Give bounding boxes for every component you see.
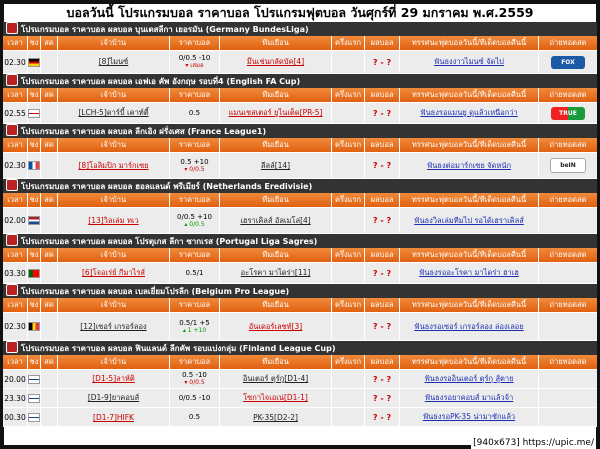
match-row xyxy=(3,408,597,427)
col-header-result: ผลบอล xyxy=(365,355,400,369)
tip-cell xyxy=(400,389,539,407)
away-team-link[interactable]: มึนเช่นกลัดบัค[4] xyxy=(246,57,305,66)
odds-change: ▾ 0/0.5 xyxy=(184,165,205,173)
col-header-odds: ราคาบอล xyxy=(170,88,220,102)
home-team-link[interactable]: [6]โจอเร่ย์ กีมาไรส์ xyxy=(82,268,145,277)
col-header-ch: ชง xyxy=(28,36,41,50)
col-header-tip: ทรรศนะฟุตบอลวันนี้/ทีเด็ดบอลคืนนี้ xyxy=(400,298,539,312)
away-team-link[interactable]: อะโรคา มาไดร่า[11] xyxy=(240,268,311,277)
odds-cell xyxy=(170,408,220,426)
away-team-link[interactable]: อันเดอร์เลชท์[3] xyxy=(248,321,303,331)
col-header-result: ผลบอล xyxy=(365,248,400,262)
kickoff-time: 02.00 xyxy=(3,208,28,233)
col-header-result: ผลบอล xyxy=(365,36,400,50)
odds-line: 0.5/1 +5 xyxy=(179,318,210,327)
col-header-home: เจ้าบ้าน xyxy=(58,298,170,312)
half-time-cell xyxy=(332,153,365,178)
tip-link[interactable]: ฟันธงต่อมาร์กเซย จัดหนัก xyxy=(426,160,512,170)
col-header-away: ทีมเยือน xyxy=(220,248,332,262)
odds-change: ▾ เสมอ xyxy=(185,62,204,69)
col-header-tv: ถ่ายทอดสด xyxy=(549,357,587,366)
col-header-home: เจ้าบ้าน xyxy=(58,36,170,50)
home-team-link[interactable]: [12]เซอร์ เกรอร์ลอง xyxy=(80,321,147,331)
tv-channel-cell xyxy=(539,208,597,233)
result-cell xyxy=(365,208,400,233)
column-header-row xyxy=(3,298,597,313)
league-name: โปรแกรมบอล ราคาบอล ผลบอล ลีกเอิง ฝรั่งเศส (France League1) xyxy=(21,127,267,136)
away-team-cell xyxy=(220,313,332,340)
col-header-result: ผลบอล xyxy=(365,138,400,152)
live-cell xyxy=(41,51,58,73)
col-header-tv: ถ่ายทอดสด xyxy=(549,300,587,309)
live-cell xyxy=(41,408,58,426)
league-name: โปรแกรมบอล ราคาบอล ผลบอล เอฟเอ คัพ อังกฤษ รอบที่4 (English FA Cup) xyxy=(21,77,301,86)
match-result: ? - ? xyxy=(372,57,392,67)
col-header-tip: ทรรศนะฟุตบอลวันนี้/ทีเด็ดบอลคืนนี้ xyxy=(400,248,539,262)
live-cell xyxy=(41,208,58,233)
col-header-half: ครึ่งแรก xyxy=(332,88,365,102)
match-row xyxy=(3,208,597,234)
away-team-cell xyxy=(220,153,332,178)
col-header-odds: ราคาบอล xyxy=(170,298,220,312)
col-header-away: ทีมเยือน xyxy=(220,193,332,207)
tip-cell xyxy=(400,208,539,233)
col-header-ch: ชง xyxy=(28,355,41,369)
odds-cell xyxy=(170,153,220,178)
col-header-half: ครึ่งแรก xyxy=(332,138,365,152)
odds-cell xyxy=(170,103,220,123)
col-header-tv: ถ่ายทอดสด xyxy=(549,140,587,149)
home-team-cell xyxy=(58,389,170,407)
result-cell xyxy=(365,408,400,426)
result-cell xyxy=(365,51,400,73)
column-header-row xyxy=(3,138,597,153)
match-result: ? - ? xyxy=(372,412,392,422)
col-header-time: เวลา xyxy=(3,138,28,152)
col-header-home: เจ้าบ้าน xyxy=(58,248,170,262)
col-header-ch: ชง xyxy=(28,193,41,207)
tip-link[interactable]: ฟันธงรออะโรคา มาไดร่า ฮาเฮ xyxy=(419,268,519,277)
kickoff-time: 02.30 xyxy=(3,51,28,73)
match-row xyxy=(3,370,597,389)
column-header-row xyxy=(3,355,597,370)
col-header-away: ทีมเยือน xyxy=(220,138,332,152)
page-title: บอลวันนี้ โปรแกรมบอล ราคาบอล โปรแกรมฟุตบอล วันศุกร์ที่ 29 มกราคม พ.ศ.2559 xyxy=(66,5,534,20)
away-team-link[interactable]: PK-35[D2-2] xyxy=(253,412,298,422)
league-logo-icon xyxy=(6,284,18,296)
odds-line: 0.5 xyxy=(188,109,201,117)
match-row xyxy=(3,263,597,284)
match-row xyxy=(3,313,597,341)
kickoff-time: 02.30 xyxy=(3,153,28,178)
league-header xyxy=(3,124,597,138)
col-header-tip: ทรรศนะฟุตบอลวันนี้/ทีเด็ดบอลคืนนี้ xyxy=(400,138,539,152)
col-header-home: เจ้าบ้าน xyxy=(58,193,170,207)
col-header-live: สด xyxy=(41,88,58,102)
kickoff-time: 23.30 xyxy=(3,389,28,407)
tv-channel-cell xyxy=(539,153,597,178)
col-header-odds: ราคาบอล xyxy=(170,138,220,152)
col-header-away: ทีมเยือน xyxy=(220,88,332,102)
live-cell xyxy=(41,103,58,123)
col-header-away: ทีมเยือน xyxy=(220,355,332,369)
home-team-cell xyxy=(58,313,170,340)
odds-cell xyxy=(170,263,220,283)
kickoff-time: 02.30 xyxy=(3,313,28,340)
home-team-link[interactable]: [D1-5]ลาห์ติ xyxy=(92,374,135,383)
away-team-link[interactable]: เฮราเคิลส์ อัลเมโล่[4] xyxy=(240,215,311,225)
odds-cell xyxy=(170,389,220,407)
league-header xyxy=(3,74,597,88)
half-time-cell xyxy=(332,103,365,123)
country-flag-cell xyxy=(28,313,41,340)
flag-finland-icon xyxy=(28,413,40,422)
home-team-cell xyxy=(58,208,170,233)
match-row xyxy=(3,103,597,124)
result-cell xyxy=(365,389,400,407)
tv-channel-cell xyxy=(539,51,597,73)
col-header-home: เจ้าบ้าน xyxy=(58,355,170,369)
col-header-odds: ราคาบอล xyxy=(170,36,220,50)
tv-channel-cell xyxy=(539,370,597,388)
odds-line: 0/0.5 -10 xyxy=(178,54,211,62)
odds-line: 0/0.5 +10 xyxy=(177,212,212,221)
home-team-link[interactable]: [LCH-5]ดาร์บี้ เคาท์ตี้ xyxy=(78,108,149,117)
live-cell xyxy=(41,153,58,178)
league-logo-icon xyxy=(6,124,18,136)
image-host-caption: [940x673] https://upic.me/ xyxy=(473,438,594,448)
col-header-tip: ทรรศนะฟุตบอลวันนี้/ทีเด็ดบอลคืนนี้ xyxy=(400,88,539,102)
col-header-away: ทีมเยือน xyxy=(220,36,332,50)
half-time-cell xyxy=(332,208,365,233)
col-header-time: เวลา xyxy=(3,88,28,102)
col-header-time: เวลา xyxy=(3,248,28,262)
home-team-cell xyxy=(58,263,170,283)
col-header-time: เวลา xyxy=(3,193,28,207)
column-header-row xyxy=(3,248,597,263)
tv-channel-logo-icon[interactable]: TRUE xyxy=(551,107,585,120)
col-header-live: สด xyxy=(41,193,58,207)
match-result: ? - ? xyxy=(372,322,392,331)
col-header-home: เจ้าบ้าน xyxy=(58,88,170,102)
league-logo-icon xyxy=(6,234,18,246)
odds-line: 0.5 xyxy=(188,413,201,421)
col-header-time: เวลา xyxy=(3,355,28,369)
home-team-link[interactable]: [8]ไมนซ์ xyxy=(98,57,129,66)
league-logo-icon xyxy=(6,74,18,86)
flag-england-icon xyxy=(28,109,40,118)
odds-change: ▴ 0/0.5 xyxy=(184,220,205,228)
league-name: โปรแกรมบอล ราคาบอล ผลบอล ฟินแลนด์ ลีกคัพ รอบแบ่งกลุ่ม (Finland League Cup) xyxy=(21,344,336,353)
home-team-cell xyxy=(58,153,170,178)
match-result: ? - ? xyxy=(372,393,392,403)
column-header-row xyxy=(3,88,597,103)
tip-link[interactable]: ฟันธงรออินเตอร์ ตุร์กุ สู้ตาย xyxy=(424,374,514,383)
away-team-cell xyxy=(220,408,332,426)
match-result: ? - ? xyxy=(372,161,392,170)
col-header-live: สด xyxy=(41,298,58,312)
tip-cell xyxy=(400,370,539,388)
league-name: โปรแกรมบอล ราคาบอล ผลบอล โปรตุเกส ลีกา ซากเรส (Portugal Liga Sagres) xyxy=(21,237,318,246)
flag-belgium-icon xyxy=(28,322,40,331)
col-header-live: สด xyxy=(41,248,58,262)
home-team-cell xyxy=(58,370,170,388)
col-header-time: เวลา xyxy=(3,36,28,50)
odds-change: ▴ 1 +10 xyxy=(182,326,207,334)
col-header-tv: ถ่ายทอดสด xyxy=(549,38,587,47)
odds-line: 0/0.5 -10 xyxy=(178,394,211,402)
country-flag-cell xyxy=(28,263,41,283)
tv-channel-logo-icon[interactable]: beIN xyxy=(550,158,586,173)
col-header-tv: ถ่ายทอดสด xyxy=(549,250,587,259)
col-header-tip: ทรรศนะฟุตบอลวันนี้/ทีเด็ดบอลคืนนี้ xyxy=(400,355,539,369)
result-cell xyxy=(365,263,400,283)
tip-cell xyxy=(400,408,539,426)
col-header-half: ครึ่งแรก xyxy=(332,355,365,369)
country-flag-cell xyxy=(28,208,41,233)
col-header-ch: ชง xyxy=(28,88,41,102)
col-header-half: ครึ่งแรก xyxy=(332,248,365,262)
half-time-cell xyxy=(332,263,365,283)
tip-cell xyxy=(400,153,539,178)
league-header xyxy=(3,234,597,248)
flag-netherlands-icon xyxy=(28,216,40,225)
col-header-live: สด xyxy=(41,355,58,369)
odds-cell xyxy=(170,208,220,233)
match-row xyxy=(3,153,597,179)
result-cell xyxy=(365,370,400,388)
half-time-cell xyxy=(332,408,365,426)
odds-cell xyxy=(170,370,220,388)
col-header-result: ผลบอล xyxy=(365,88,400,102)
country-flag-cell xyxy=(28,389,41,407)
away-team-cell xyxy=(220,389,332,407)
half-time-cell xyxy=(332,51,365,73)
tip-link[interactable]: ฟันธงรอยาคอบส์ มาแล้วจ้า xyxy=(424,393,514,402)
match-result: ? - ? xyxy=(372,216,392,225)
country-flag-cell xyxy=(28,103,41,123)
match-row xyxy=(3,51,597,74)
tip-cell xyxy=(400,103,539,123)
col-header-tip: ทรรศนะฟุตบอลวันนี้/ทีเด็ดบอลคืนนี้ xyxy=(400,193,539,207)
col-header-half: ครึ่งแรก xyxy=(332,298,365,312)
odds-line: 0.5 -10 xyxy=(182,371,207,379)
col-header-tv: ถ่ายทอดสด xyxy=(549,195,587,204)
live-cell xyxy=(41,370,58,388)
country-flag-cell xyxy=(28,51,41,73)
league-header xyxy=(3,341,597,355)
half-time-cell xyxy=(332,313,365,340)
col-header-tv: ถ่ายทอดสด xyxy=(549,90,587,99)
col-header-half: ครึ่งแรก xyxy=(332,36,365,50)
col-header-home: เจ้าบ้าน xyxy=(58,138,170,152)
col-header-odds: ราคาบอล xyxy=(170,248,220,262)
flag-germany-icon xyxy=(28,58,40,67)
flag-finland-icon xyxy=(28,394,40,403)
live-cell xyxy=(41,313,58,340)
col-header-half: ครึ่งแรก xyxy=(332,193,365,207)
result-cell xyxy=(365,313,400,340)
home-team-link[interactable]: [D1-9]ยาคอบส์ xyxy=(87,393,140,402)
col-header-result: ผลบอล xyxy=(365,298,400,312)
live-cell xyxy=(41,389,58,407)
odds-change: ▾ 0/0.5 xyxy=(184,379,205,386)
flag-france-icon xyxy=(28,161,40,170)
league-logo-icon xyxy=(6,22,18,34)
away-team-link[interactable]: โซกาไจเอเน่[D1-1] xyxy=(243,393,308,402)
col-header-tip: ทรรศนะฟุตบอลวันนี้/ทีเด็ดบอลคืนนี้ xyxy=(400,36,539,50)
tip-cell xyxy=(400,263,539,283)
odds-cell xyxy=(170,313,220,340)
tv-channel-logo-icon[interactable]: FOX xyxy=(551,56,585,69)
col-header-live: สด xyxy=(41,36,58,50)
tv-channel-cell xyxy=(539,103,597,123)
tv-channel-cell xyxy=(539,389,597,407)
col-header-away: ทีมเยือน xyxy=(220,298,332,312)
col-header-odds: ราคาบอล xyxy=(170,193,220,207)
result-cell xyxy=(365,103,400,123)
away-team-cell xyxy=(220,370,332,388)
kickoff-time: 03.30 xyxy=(3,263,28,283)
col-header-time: เวลา xyxy=(3,298,28,312)
col-header-ch: ชง xyxy=(28,248,41,262)
league-header xyxy=(3,284,597,298)
col-header-odds: ราคาบอล xyxy=(170,355,220,369)
home-team-link[interactable]: [13]วิลเล่ม ทเว xyxy=(88,215,139,225)
tip-cell xyxy=(400,51,539,73)
home-team-cell xyxy=(58,103,170,123)
tip-link[interactable]: ฟันธงรอPK-35 น่ามาชักแล้ว xyxy=(422,412,516,421)
tv-channel-cell xyxy=(539,408,597,426)
away-team-cell xyxy=(220,263,332,283)
flag-finland-icon xyxy=(28,375,40,384)
column-header-row xyxy=(3,193,597,208)
col-header-result: ผลบอล xyxy=(365,193,400,207)
tv-channel-cell xyxy=(539,263,597,283)
league-header xyxy=(3,179,597,193)
half-time-cell xyxy=(332,370,365,388)
half-time-cell xyxy=(332,389,365,407)
tip-cell xyxy=(400,313,539,340)
result-cell xyxy=(365,153,400,178)
kickoff-time: 02.55 xyxy=(3,103,28,123)
col-header-ch: ชง xyxy=(28,138,41,152)
away-team-cell xyxy=(220,208,332,233)
away-team-cell xyxy=(220,51,332,73)
live-cell xyxy=(41,263,58,283)
tv-channel-cell xyxy=(539,313,597,340)
col-header-live: สด xyxy=(41,138,58,152)
home-team-link[interactable]: [8]โอลิมปิก มาร์กเซย xyxy=(78,160,149,170)
away-team-link[interactable]: อินเตอร์ ตุร์กู[D1-4] xyxy=(242,374,309,383)
match-result: ? - ? xyxy=(372,108,392,118)
league-name: โปรแกรมบอล ราคาบอล ผลบอล เบลเยี่ยมโปรลีก (Belgium Pro League) xyxy=(21,287,290,296)
home-team-link[interactable]: [D1-7]HIFK xyxy=(93,412,134,422)
tip-link[interactable]: ฟันธงรอแมนยู ดูแล้วเหนือกว่า xyxy=(420,108,518,117)
tip-link[interactable]: ฟันธงรอเซอร์ เกรอร์ลอง ล่องเลอย xyxy=(414,321,524,331)
flag-portugal-icon xyxy=(28,269,40,278)
league-name: โปรแกรมบอล ราคาบอล ผลบอล บุนเดสลีกา เยอรมัน (Germany BundesLiga) xyxy=(21,25,309,34)
match-result: ? - ? xyxy=(372,268,392,278)
away-team-link[interactable]: ลีลล์[14] xyxy=(260,160,291,170)
league-logo-icon xyxy=(6,179,18,191)
home-team-cell xyxy=(58,408,170,426)
col-header-ch: ชง xyxy=(28,298,41,312)
match-result: ? - ? xyxy=(372,374,392,384)
tip-link[interactable]: ฟันธงวิลเล่มทีมไป รอได้เฮราเคิลส์ xyxy=(414,215,524,225)
league-name: โปรแกรมบอล ราคาบอล ผลบอล ฮอลแลนด์ พรีเมียร์ (Netherlands Eredivisie) xyxy=(21,182,313,191)
country-flag-cell xyxy=(28,153,41,178)
away-team-link[interactable]: แมนเชสเตอร์ ยูไนเต็ด[PR-5] xyxy=(228,108,323,117)
fixtures-list xyxy=(3,22,597,427)
away-team-cell xyxy=(220,103,332,123)
match-row xyxy=(3,389,597,408)
tip-link[interactable]: ฟันธงงาวไมนซ์ จัดไป xyxy=(434,57,504,66)
odds-line: 0.5 +10 xyxy=(180,157,209,166)
column-header-row xyxy=(3,36,597,51)
league-logo-icon xyxy=(6,341,18,353)
kickoff-time: 00.30 xyxy=(3,408,28,426)
country-flag-cell xyxy=(28,370,41,388)
odds-line: 0.5/1 xyxy=(185,269,204,277)
kickoff-time: 20.00 xyxy=(3,370,28,388)
odds-cell xyxy=(170,51,220,73)
country-flag-cell xyxy=(28,408,41,426)
league-header xyxy=(3,22,597,36)
home-team-cell xyxy=(58,51,170,73)
